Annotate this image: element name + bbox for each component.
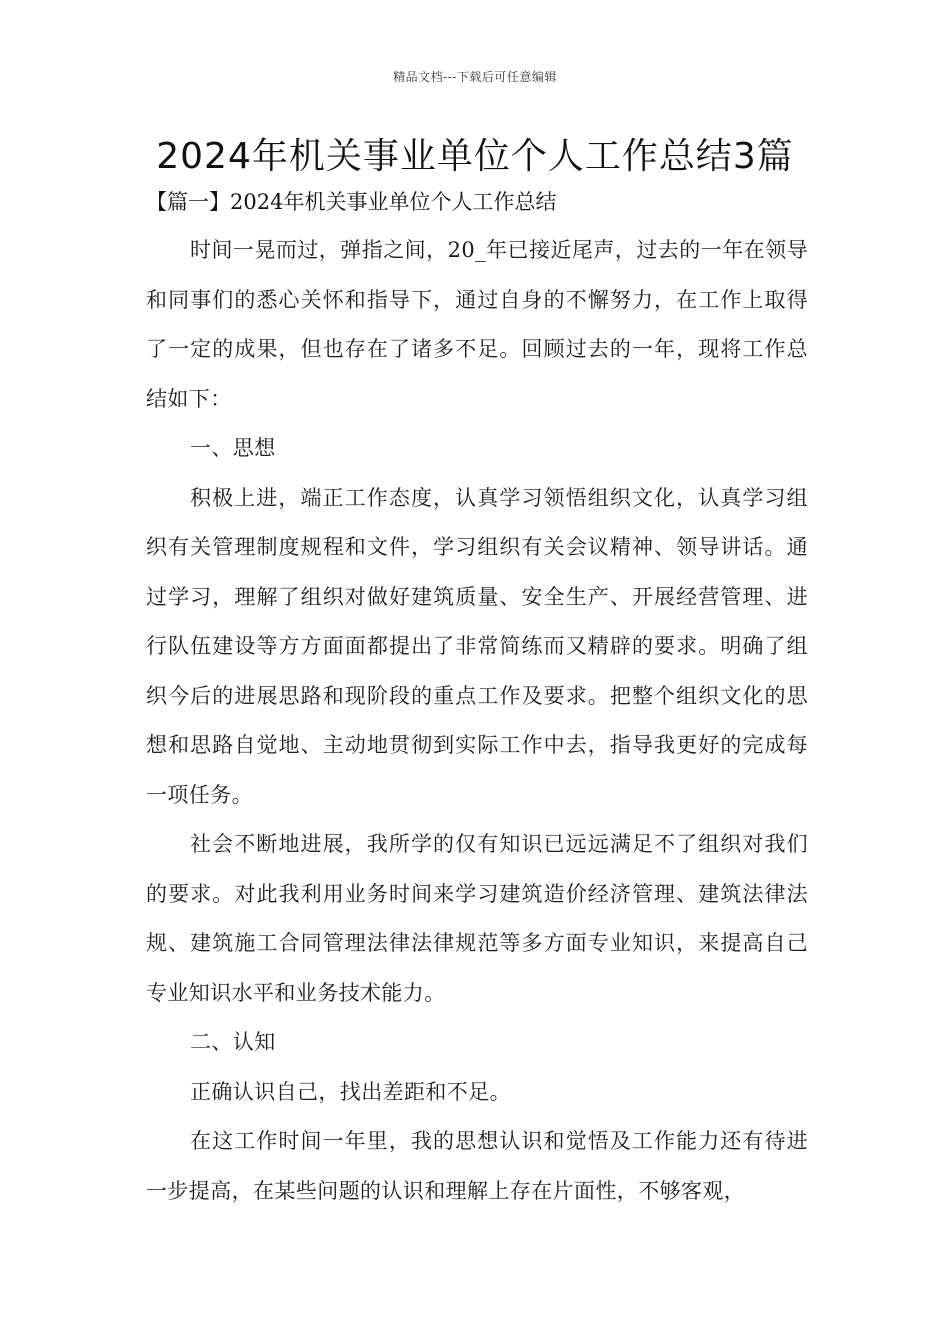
subheading-thought: 一、思想 xyxy=(190,436,276,460)
paragraph-thought: 积极上进，端正工作态度，认真学习领悟组织文化，认真学习组织有关管理制度规程和文件，学习组织有关会议精神、领导讲话。通过学习，理解了组织对做好建筑质量、安全生产、开展经营管理、进行队伍建设等方方面面都提出了非常简练而又精辟的要求。明确了组织今后的进展思路和现阶段的重点工作及要求。把整个组织文化的思想和思路自觉地、主动地贯彻到实际工作中去，指导我更好的完成每一项任务。 xyxy=(146,485,808,807)
paragraph-reflection: 在这工作时间一年里，我的思想认识和觉悟及工作能力还有待进一步提高，在某些问题的认识和理解上存在片面性，不够客观， xyxy=(146,1129,808,1203)
paragraph-intro: 时间一晃而过，弹指之间，20_年已接近尾声，过去的一年在领导和同事们的悉心关怀和指导下，通过自身的不懈努力，在工作上取得了一定的成果，但也存在了诸多不足。回顾过去的一年，现将工作总结如下： xyxy=(146,238,808,411)
subheading-cognition: 二、认知 xyxy=(190,1030,276,1054)
section-heading: 【篇一】2024年机关事业单位个人工作总结 xyxy=(146,190,557,214)
document-body xyxy=(146,226,808,1216)
header-note: 精品文档---下载后可任意编辑 xyxy=(393,70,557,84)
paragraph-self-awareness: 正确认识自己，找出差距和不足。 xyxy=(190,1079,511,1104)
paragraph-study: 社会不断地进展，我所学的仅有知识已远远满足不了组织对我们的要求。对此我利用业务时间来学习建筑造价经济管理、建筑法律法规、建筑施工合同管理法律法律规范等多方面专业知识，来提高自己专业知识水平和业务技术能力。 xyxy=(146,832,808,1005)
document-title: 2024年机关事业单位个人工作总结3篇 xyxy=(156,136,794,177)
